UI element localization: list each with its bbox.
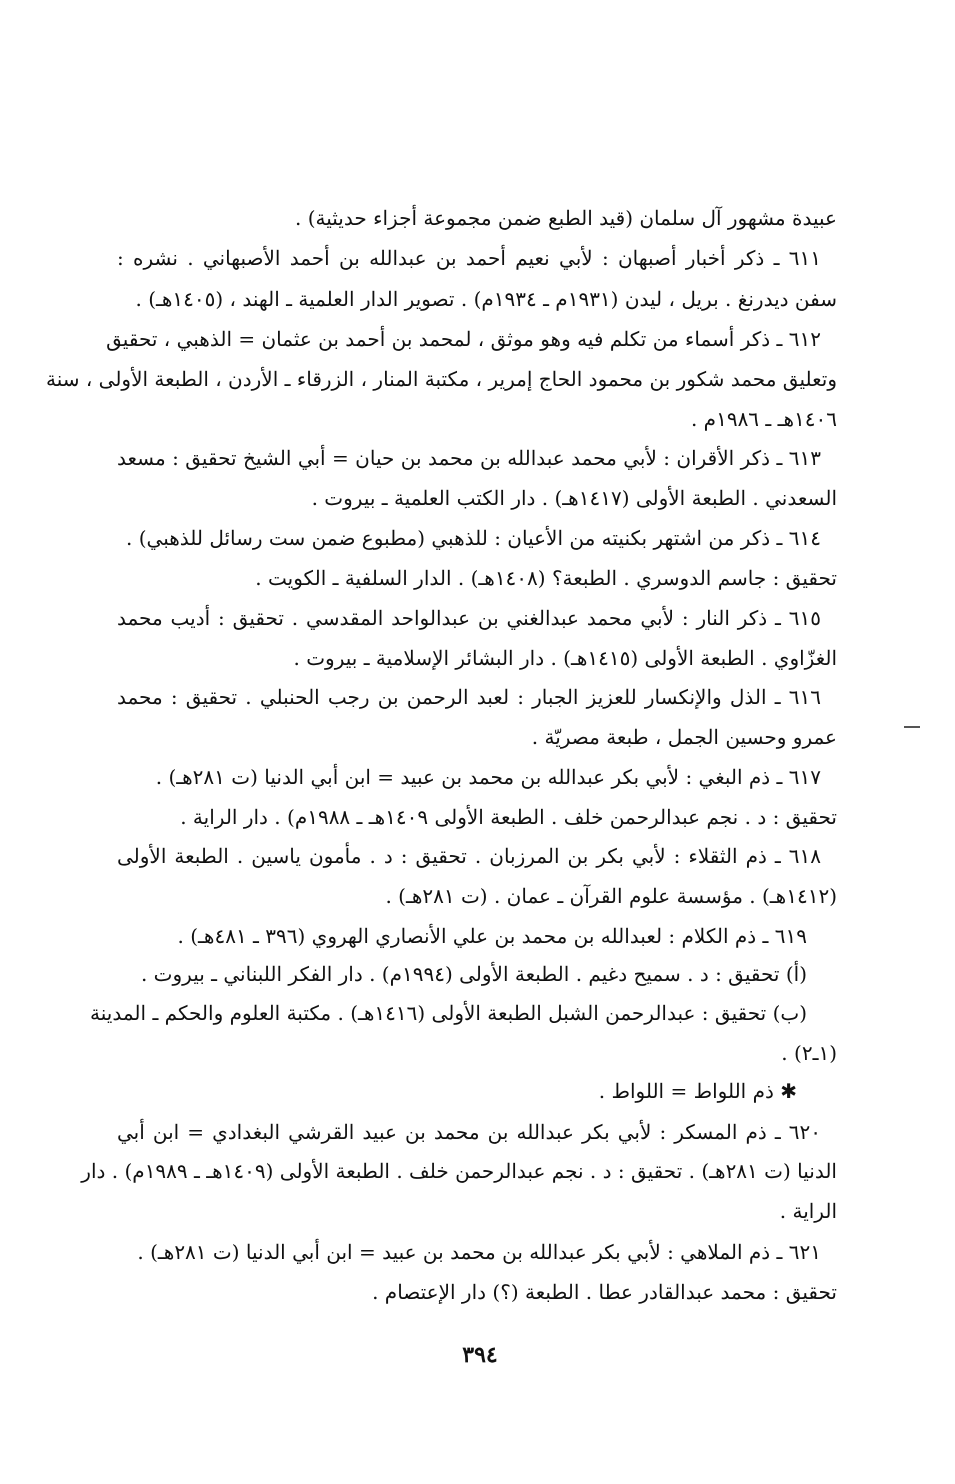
cross-reference-line: ✱ ذم اللواط = اللواط .	[598, 1079, 797, 1103]
entry-621-line: ٦٢١ ـ ذم الملاهي : لأبي بكر عبدالله بن محمد بن عبيد = ابن أبي الدنيا (ت ٢٨١هـ) .	[137, 1240, 821, 1264]
entry-618-line: ٦١٨ ـ ذم الثقلاء : لأبي بكر بن المرزبان . تحقيق : د . مأمون ياسين . الطبعة الأولى	[117, 844, 821, 868]
entry-613-line: ٦١٣ ـ ذكر الأقران : لأبي محمد عبدالله بن محمد بن حيان = أبي الشيخ تحقيق : مسعد	[117, 446, 821, 470]
text-line: الراية .	[779, 1199, 837, 1223]
entry-611-line: ٦١١ ـ ذكر أخبار أصبهان : لأبي نعيم أحمد بن عبدالله بن أحمد الأصبهاني . نشره :	[117, 246, 821, 270]
text-line: وتعليق محمد شكور بن محمود الحاج إمرير ، مكتبة المنار ، الزرقاء ـ الأردن ، الطبعة الأولى ، سنة	[45, 367, 837, 391]
text-line: ١٤٠٦هـ ـ ١٩٨٦م .	[690, 407, 837, 431]
text-line: السعدني . الطبعة الأولى (١٤١٧هـ) . دار الكتب العلمية ـ بيروت .	[311, 486, 837, 510]
entry-619-line: ٦١٩ ـ ذم الكلام : لعبدالله بن محمد بن علي الأنصاري الهروي (٣٩٦ ـ ٤٨١هـ) .	[177, 924, 807, 948]
entry-614-line: ٦١٤ ـ ذكر من اشتهر بكنيته من الأعيان : للذهبي (مطبوع ضمن ست رسائل للذهبي) .	[126, 526, 821, 550]
text-line: (١ـ٢) .	[781, 1041, 837, 1065]
entry-619-b-line: (ب) تحقيق : عبدالرحمن الشبل الطبعة الأولى (١٤١٦هـ) . مكتبة العلوم والحكم ـ المدينة	[90, 1001, 807, 1025]
text-line: الدنيا (ت ٢٨١هـ) . تحقيق : د . نجم عبدالرحمن خلف . الطبعة الأولى (١٤٠٩هـ ـ ١٩٨٩م) . دار	[81, 1159, 837, 1183]
entry-615-line: ٦١٥ ـ ذكر النار : لأبي محمد عبدالغني بن عبدالواحد المقدسي . تحقيق : أديب محمد	[117, 606, 821, 630]
text-line: الغزّاوي . الطبعة الأولى (١٤١٥هـ) . دار البشائر الإسلامية ـ بيروت .	[293, 646, 837, 670]
text-line: سفن ديدرنغ . بريل ، ليدن (١٩٣١م ـ ١٩٣٤م) . تصوير الدار العلمية ـ الهند ، (١٤٠٥هـ) .	[135, 287, 837, 311]
margin-mark	[904, 726, 920, 728]
text-line: تحقيق : جاسم الدوسري . الطبعة؟ (١٤٠٨هـ) . الدار السلفية ـ الكويت .	[255, 566, 837, 590]
entry-616-line: ٦١٦ ـ الذل والإنكسار للعزيز الجبار : لعبد الرحمن بن رجب الحنبلي . تحقيق : محمد	[117, 685, 821, 709]
entry-612-line: ٦١٢ ـ ذكر أسماء من تكلم فيه وهو موثق ، لمحمد بن أحمد بن عثمان = الذهبي ، تحقيق	[106, 327, 821, 351]
entry-620-line: ٦٢٠ ـ ذم المسكر : لأبي بكر عبدالله بن محمد بن عبيد القرشي البغدادي = ابن أبي	[117, 1120, 821, 1144]
text-line: عبيدة مشهور آل سلمان (قيد الطبع ضمن مجموعة أجزاء حديثية) .	[294, 206, 837, 230]
text-line: تحقيق : د . نجم عبدالرحمن خلف . الطبعة الأولى ١٤٠٩هـ ـ ١٩٨٨م) . دار الراية .	[180, 805, 837, 829]
text-line: تحقيق : محمد عبدالقادر عطا . الطبعة (؟) دار الإعتصام .	[372, 1280, 837, 1304]
page-number: ٣٩٤	[462, 1342, 498, 1368]
text-line: (١٤١٢هـ) . مؤسسة علوم القرآن ـ عمان . (ت ٢٨١هـ) .	[385, 884, 837, 908]
text-line: عمرو وحسين الجمل ، طبعة مصريّة .	[531, 725, 837, 749]
entry-617-line: ٦١٧ ـ ذم البغي : لأبي بكر عبدالله بن محمد بن عبيد = ابن أبي الدنيا (ت ٢٨١هـ) .	[155, 765, 821, 789]
entry-619-a-line: (أ) تحقيق : د . سميح دغيم . الطبعة الأولى (١٩٩٤م) . دار الفكر اللبناني ـ بيروت .	[140, 962, 807, 986]
